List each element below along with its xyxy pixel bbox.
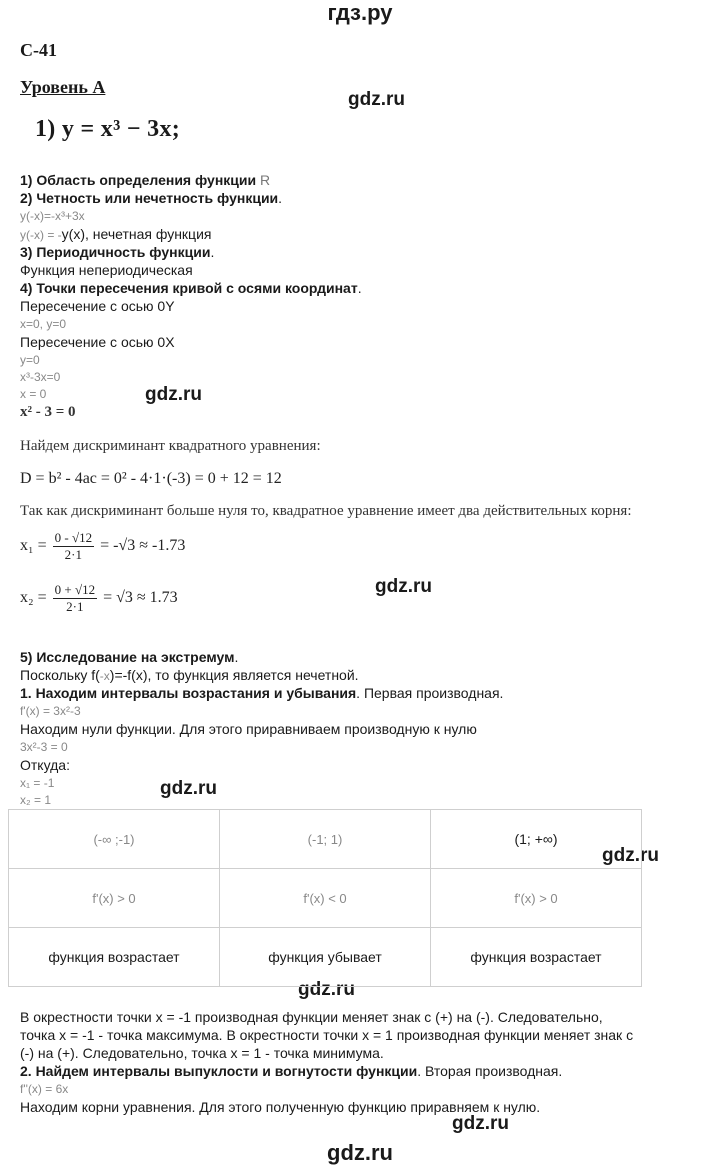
derivative-cell: f'(x) > 0 — [9, 869, 220, 928]
ox-eq2: x³-3x=0 — [20, 370, 61, 384]
root-x1-num: 0 - √12 — [54, 530, 93, 545]
oy-eq: x=0, y=0 — [20, 317, 67, 331]
extr-dot: . — [234, 649, 239, 665]
site-header-title[interactable]: гдз.ру — [327, 0, 393, 25]
root-x1-den: 2·1 — [64, 547, 83, 562]
intersect-dot: . — [357, 280, 362, 296]
behavior-cell: функция возрастает — [431, 928, 642, 987]
period-dot: . — [210, 244, 215, 260]
interval-cell: (-1; 1) — [220, 810, 431, 869]
intersect-line — [20, 279, 362, 297]
quad-eq: x² - 3 = 0 — [20, 404, 76, 420]
parity-eq1: y(-x)=-x³+3x — [20, 209, 85, 223]
extr-label: 5) Исследование на экстремум — [20, 649, 235, 665]
root-x1-fraction — [53, 530, 94, 563]
derivative-cell: f'(x) < 0 — [220, 869, 431, 928]
parity-dot: . — [278, 190, 283, 206]
root-x1 — [20, 530, 185, 563]
step2-rest: . Вторая производная. — [417, 1063, 563, 1079]
table-row — [9, 869, 642, 928]
problem-code: С-41 — [20, 40, 57, 60]
domain-line — [20, 171, 270, 189]
root-x2 — [20, 582, 178, 615]
root-x2-num: 0 + √12 — [54, 582, 96, 597]
interval-cell: (1; +∞) — [431, 810, 642, 869]
table-row — [9, 928, 642, 987]
step2-line — [20, 1062, 562, 1080]
roots-intro: Так как дискриминант больше нуля то, квадратное уравнение имеет два действительных корня: — [20, 503, 632, 519]
derivative-cell: f'(x) > 0 — [431, 869, 642, 928]
zeros-text: Находим нули функции. Для этого приравниваем производную к нулю — [20, 721, 477, 737]
domain-value: R — [256, 172, 271, 188]
watermark: gdz.ru — [298, 979, 355, 1000]
roots-text: Находим корни уравнения. Для этого полученную функцию приравняем к нулю. — [20, 1099, 541, 1115]
watermark: gdz.ru — [160, 778, 217, 799]
conclusion-line-2: точка x = -1 - точка максимума. В окрестности точки x = 1 производная функции меняет знак с — [20, 1027, 634, 1043]
ox-eq3: x = 0 — [20, 387, 47, 401]
conclusion-line-3: (-) на (+). Следовательно, точка x = 1 - точка минимума. — [20, 1045, 384, 1061]
extr-text — [20, 666, 359, 685]
extr-text-gray: -x — [99, 669, 110, 683]
root-x2-lhs: x₂ = — [20, 589, 47, 607]
conclusion-line-1: В окрестности точки x = -1 производная функции меняет знак с (+) на (-). Следовательно, — [20, 1009, 603, 1025]
parity-eq2-rest: y(x), нечетная функция — [61, 226, 212, 242]
x1-value: x₁ = -1 — [20, 776, 55, 790]
watermark: gdz.ru — [375, 576, 432, 597]
sign-table — [8, 809, 642, 987]
x2-value: x₂ = 1 — [20, 793, 52, 807]
zeros-eq: 3x²-3 = 0 — [20, 740, 68, 754]
step1-line — [20, 684, 503, 702]
parity-line — [20, 189, 282, 207]
intersect-label: 4) Точки пересечения кривой с осями координат — [20, 280, 358, 296]
disc-intro: Найдем дискриминант квадратного уравнения: — [20, 438, 321, 454]
domain-label: 1) Область определения функции — [20, 172, 257, 188]
parity-label: 2) Четность или нечетность функции — [20, 190, 279, 206]
period-line — [20, 243, 214, 261]
step2-label: 2. Найдем интервалы выпуклости и вогнутости функции — [20, 1063, 418, 1079]
watermark: gdz.ru — [145, 384, 202, 405]
table-row — [9, 810, 642, 869]
behavior-cell: функция убывает — [220, 928, 431, 987]
step1-label: 1. Находим интервалы возрастания и убывания — [20, 685, 357, 701]
behavior-cell: функция возрастает — [9, 928, 220, 987]
watermark: gdz.ru — [602, 845, 659, 866]
extr-line — [20, 648, 238, 666]
function-formula: 1) y = x³ − 3x; — [35, 116, 181, 142]
ox-eq1: y=0 — [20, 353, 40, 367]
root-x2-rhs: = √3 ≈ 1.73 — [103, 589, 178, 607]
whence: Откуда: — [20, 757, 70, 773]
parity-eq2 — [20, 225, 211, 244]
extr-text-b: )=-f(x), то функция является нечетной. — [109, 667, 359, 683]
site-footer-title[interactable]: gdz.ru — [327, 1140, 393, 1165]
root-x2-den: 2·1 — [66, 599, 84, 614]
disc-eq: D = b² - 4ac = 0² - 4·1·(-3) = 0 + 12 = 12 — [20, 470, 282, 487]
period-label: 3) Периодичность функции — [20, 244, 211, 260]
watermark: gdz.ru — [348, 89, 405, 110]
level-heading: Уровень А — [20, 77, 106, 97]
deriv2: f''(x) = 6x — [20, 1082, 69, 1096]
interval-cell: (-∞ ;-1) — [9, 810, 220, 869]
watermark: gdz.ru — [452, 1113, 509, 1134]
root-x1-lhs: x₁ = — [20, 537, 47, 555]
extr-text-a: Поскольку f( — [20, 667, 100, 683]
root-x2-fraction — [53, 582, 97, 615]
root-x1-rhs: = -√3 ≈ -1.73 — [100, 537, 186, 555]
step1-rest: . Первая производная. — [356, 685, 504, 701]
parity-eq2-gray: y(-x) = - — [20, 228, 62, 242]
oy-label: Пересечение с осью 0Y — [20, 298, 175, 314]
deriv1: f'(x) = 3x²-3 — [20, 704, 81, 718]
period-text: Функция непериодическая — [20, 262, 193, 278]
ox-label: Пересечение с осью 0X — [20, 334, 175, 350]
